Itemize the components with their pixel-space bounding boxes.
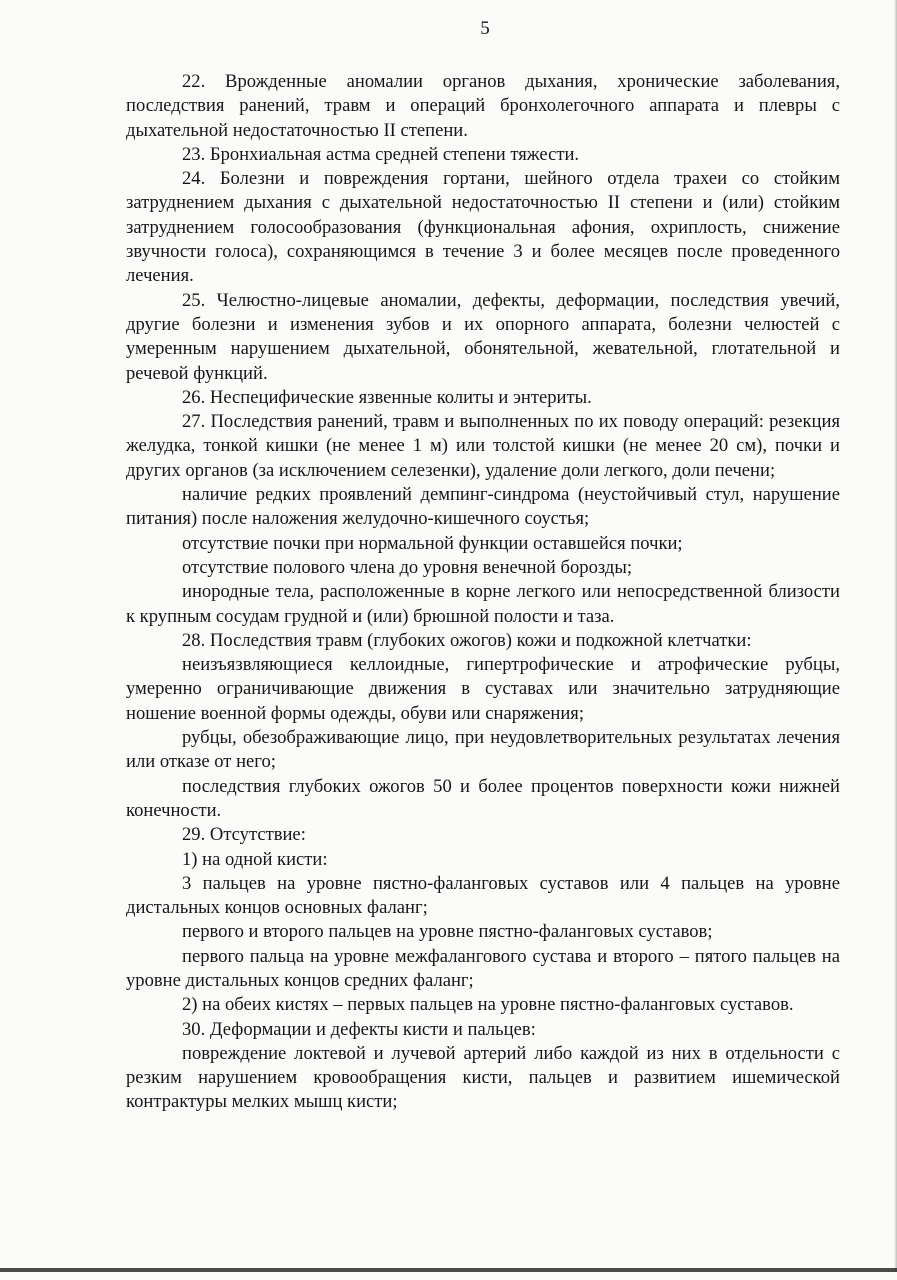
paragraph-item-28: 28. Последствия травм (глубоких ожогов) кожи и подкожной клетчатки: xyxy=(182,629,752,651)
paragraph-item-27-dumping: наличие редких проявлений демпинг-синдрома (неустойчивый стул, нарушение питания) после наложения желудочно-кишечного соустья; xyxy=(126,484,840,530)
paragraph-item-29-first-interphalangeal: первого пальца на уровне межфалангового сустава и второго – пятого пальцев на уровне дистальных концов средних фаланг; xyxy=(126,945,840,991)
paragraph-item-29-both-hands: 2) на обеих кистях – первых пальцев на уровне пястно-фаланговых суставов. xyxy=(182,994,794,1016)
paragraph-item-23: 23. Бронхиальная астма средней степени тяжести. xyxy=(182,143,580,165)
paragraph-item-28-scars: неизъязвляющиеся келлоидные, гипертрофические и атрофические рубцы, умеренно ограничивающие движения в суставах или значительно затрудняющие ношение военной формы одежды, обуви или снаряжения; xyxy=(126,654,840,724)
paragraph-item-28-burns: последствия глубоких ожогов 50 и более процентов поверхности кожи нижней конечности. xyxy=(126,775,840,821)
paragraph-item-28-face-scars: рубцы, обезображивающие лицо, при неудовлетворительных результатах лечения или отказе от него; xyxy=(126,727,840,773)
document-body xyxy=(126,70,840,1115)
paragraph-item-24: 24. Болезни и повреждения гортани, шейного отдела трахеи со стойким затруднением дыхания с дыхательной недостаточностью II степени и (или) стойким затруднением голосообразования (функциональная афония, охриплость, снижение звучности голоса), сохраняющимся в течение 3 и более месяцев после проведенного лечения. xyxy=(126,168,840,287)
paragraph-item-27-foreign-bodies: инородные тела, расположенные в корне легкого или непосредственной близости к крупным сосудам грудной и (или) брюшной полости и таза. xyxy=(126,581,840,627)
paragraph-item-27-penis: отсутствие полового члена до уровня венечной борозды; xyxy=(182,556,633,578)
paragraph-item-25: 25. Челюстно-лицевые аномалии, дефекты, деформации, последствия увечий, другие болезни и изменения зубов и их опорного аппарата, болезни челюстей с умеренным нарушением дыхательной, обонятельной, жевательной, глотательной и речевой функций. xyxy=(126,289,840,384)
paragraph-item-30: 30. Деформации и дефекты кисти и пальцев: xyxy=(182,1018,536,1040)
page-number: 5 xyxy=(480,18,490,39)
paragraph-item-30-arteries: повреждение локтевой и лучевой артерий либо каждой из них в отдельности с резким нарушением кровообращения кисти, пальцев и развитием ишемической контрактуры мелких мышц кисти; xyxy=(126,1042,840,1113)
scan-edge-bottom xyxy=(0,1268,897,1272)
paragraph-item-27: 27. Последствия ранений, травм и выполненных по их поводу операций: резекция желудка, тонкой кишки (не менее 1 м) или толстой кишки (не менее 20 см), почки и других органов (за исключением селезенки), удаление доли легкого, доли печени; xyxy=(126,411,840,481)
paragraph-item-29-one-hand: 1) на одной кисти: xyxy=(182,848,328,870)
paragraph-item-26: 26. Неспецифические язвенные колиты и энтериты. xyxy=(182,386,592,408)
paragraph-item-29: 29. Отсутствие: xyxy=(182,824,306,846)
paragraph-item-22: 22. Врожденные аномалии органов дыхания, хронические заболевания, последствия ранений, травм и операций бронхолегочного аппарата и плевры с дыхательной недостаточностью II степени. xyxy=(126,71,840,141)
paragraph-item-29-first-second: первого и второго пальцев на уровне пястно-фаланговых суставов; xyxy=(182,921,713,943)
paragraph-item-29-three-fingers: 3 пальцев на уровне пястно-фаланговых суставов или 4 пальцев на уровне дистальных концов основных фаланг; xyxy=(126,872,840,919)
paragraph-item-27-kidney: отсутствие почки при нормальной функции оставшейся почки; xyxy=(182,532,683,554)
